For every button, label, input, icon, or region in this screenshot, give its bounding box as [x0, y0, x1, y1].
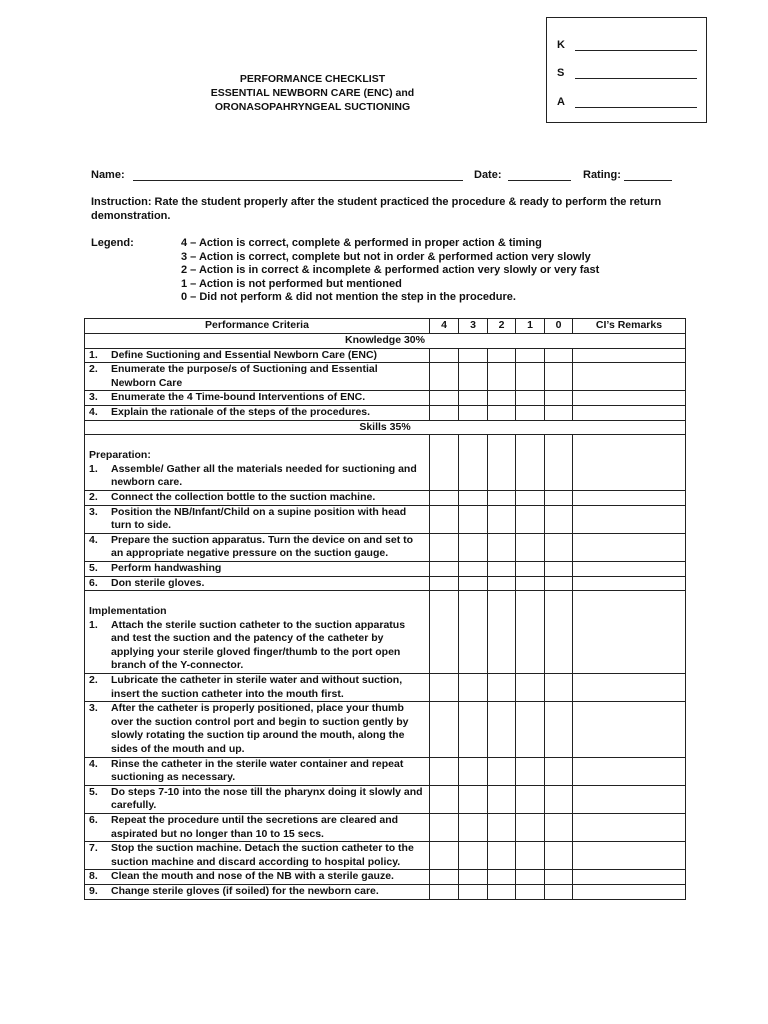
- legend-item-1: 1 – Action is not performed but mentioned: [181, 277, 402, 290]
- header-performance-criteria: Performance Criteria: [85, 319, 430, 334]
- implementation-2-score-3-cell[interactable]: [459, 674, 488, 702]
- item-number: 3.: [89, 702, 98, 715]
- date-blank[interactable]: [508, 180, 571, 181]
- item-text: Enumerate the purpose/s of Suctioning and Essential Newborn Care: [111, 363, 378, 389]
- knowledge-2-score-3-cell[interactable]: [459, 363, 488, 391]
- implementation-7-score-0-cell[interactable]: [545, 842, 573, 870]
- item-number: 1.: [89, 462, 98, 475]
- ksa-a-row: [557, 92, 697, 112]
- item-text: Rinse the catheter in the sterile water container and repeat suctioning as necessary.: [111, 757, 404, 784]
- implementation-6-remarks-cell[interactable]: [573, 814, 686, 842]
- knowledge-3-score-2-cell[interactable]: [488, 391, 516, 406]
- implementation-4-remarks-cell[interactable]: [573, 757, 686, 785]
- preparation-1-score-1-cell[interactable]: [516, 435, 545, 491]
- implementation-1-remarks-cell[interactable]: [573, 591, 686, 674]
- knowledge-3-score-3-cell[interactable]: [459, 391, 488, 406]
- knowledge-2-score-1-cell[interactable]: [516, 363, 545, 391]
- knowledge-3-remarks-cell[interactable]: [573, 391, 686, 406]
- legend-item-3: 3 – Action is correct, complete but not in order & performed action very slowly: [181, 250, 591, 263]
- implementation-5-score-4-cell[interactable]: [430, 785, 459, 813]
- preparation-4-score-2-cell[interactable]: [488, 533, 516, 561]
- implementation-3-criterion: [85, 702, 430, 757]
- preparation-1-criterion: [85, 435, 430, 491]
- ksa-score-box: [546, 17, 707, 123]
- implementation-3-score-0-cell[interactable]: [545, 702, 573, 757]
- implementation-2-criterion: [85, 674, 430, 702]
- implementation-1-score-3-cell[interactable]: [459, 591, 488, 674]
- knowledge-section-title-row: [85, 334, 686, 349]
- knowledge-4-score-2-cell[interactable]: [488, 405, 516, 420]
- title-line-3: ORONASOPAHRYNGEAL SUCTIONING: [214, 101, 411, 113]
- item-text: Perform handwashing: [111, 561, 222, 574]
- list-item: [89, 506, 425, 533]
- knowledge-2-score-0-cell[interactable]: [545, 363, 573, 391]
- preparation-3-score-3-cell[interactable]: [459, 505, 488, 533]
- implementation-7-score-1-cell[interactable]: [516, 842, 545, 870]
- knowledge-4-score-1-cell[interactable]: [516, 405, 545, 420]
- item-number: 2.: [89, 363, 98, 376]
- item-text: Clean the mouth and nose of the NB with a sterile gauze.: [111, 870, 394, 883]
- implementation-7-criterion: [85, 842, 430, 870]
- implementation-9-remarks-cell[interactable]: [573, 884, 686, 899]
- item-text: Stop the suction machine. Detach the suction catheter to the suction machine and discard according to hospital policy.: [111, 842, 414, 868]
- header-score-3: 3: [459, 319, 488, 334]
- list-item: [89, 406, 425, 420]
- title-line-1: PERFORMANCE CHECKLIST: [239, 73, 386, 85]
- knowledge-4-score-3-cell[interactable]: [459, 405, 488, 420]
- knowledge-1-score-3-cell[interactable]: [459, 348, 488, 363]
- item-number: 7.: [89, 842, 98, 855]
- item-number: 5.: [89, 785, 98, 798]
- header-score-4: 4: [430, 319, 459, 334]
- table-body: [85, 334, 686, 900]
- table-row: [85, 435, 686, 491]
- implementation-4-criterion: [85, 757, 430, 785]
- legend-item-0: 0 – Did not perform & did not mention the step in the procedure.: [181, 291, 516, 303]
- implementation-6-score-2-cell[interactable]: [488, 814, 516, 842]
- item-number: 5.: [89, 561, 98, 574]
- implementation-1-score-1-cell[interactable]: [516, 591, 545, 674]
- implementation-9-score-0-cell[interactable]: [545, 884, 573, 899]
- list-item: [89, 885, 425, 899]
- preparation-6-score-2-cell[interactable]: [488, 576, 516, 591]
- implementation-6-criterion: [85, 814, 430, 842]
- preparation-1-remarks-cell[interactable]: [573, 435, 686, 491]
- table-row: [85, 391, 686, 406]
- item-text: Prepare the suction apparatus. Turn the device on and set to an appropriate negative pressure on the suction gauge.: [111, 533, 414, 560]
- implementation-5-remarks-cell[interactable]: [573, 785, 686, 813]
- preparation-5-criterion: [85, 561, 430, 576]
- list-item: [89, 814, 425, 841]
- preparation-2-score-1-cell[interactable]: [516, 490, 545, 505]
- preparation-2-remarks-cell[interactable]: [573, 490, 686, 505]
- implementation-6-score-4-cell[interactable]: [430, 814, 459, 842]
- item-number: 6.: [89, 814, 98, 826]
- table-row: [85, 591, 686, 674]
- preparation-5-score-2-cell[interactable]: [488, 561, 516, 576]
- implementation-8-remarks-cell[interactable]: [573, 870, 686, 885]
- preparation-5-score-0-cell[interactable]: [545, 561, 573, 576]
- preparation-3-score-1-cell[interactable]: [516, 505, 545, 533]
- item-text: Connect the collection bottle to the suction machine.: [111, 490, 376, 503]
- date-label: Date:: [474, 169, 502, 181]
- header-score-2: 2: [488, 319, 516, 334]
- ksa-a-blank[interactable]: [575, 107, 697, 108]
- rating-label: Rating:: [583, 169, 621, 181]
- preparation-6-score-3-cell[interactable]: [459, 576, 488, 591]
- list-item: [89, 870, 425, 884]
- preparation-3-score-4-cell[interactable]: [430, 505, 459, 533]
- item-number: 2.: [89, 674, 98, 687]
- item-number: 4.: [89, 757, 98, 770]
- rating-blank[interactable]: [624, 180, 672, 181]
- implementation-8-score-2-cell[interactable]: [488, 870, 516, 885]
- preparation-3-score-2-cell[interactable]: [488, 505, 516, 533]
- name-label: Name:: [91, 169, 125, 181]
- table-row: [85, 702, 686, 757]
- implementation-9-score-3-cell[interactable]: [459, 884, 488, 899]
- implementation-1-criterion: [85, 591, 430, 674]
- table-row: [85, 814, 686, 842]
- ksa-k-row: [557, 35, 697, 55]
- item-number: 4.: [89, 405, 98, 418]
- header-ci-remarks: CI’s Remarks: [573, 319, 686, 334]
- preparation-1-score-0-cell[interactable]: [545, 435, 573, 491]
- implementation-4-score-1-cell[interactable]: [516, 757, 545, 785]
- implementation-1-subheading: Implementation: [89, 605, 167, 618]
- implementation-6-score-0-cell[interactable]: [545, 814, 573, 842]
- preparation-4-score-4-cell[interactable]: [430, 533, 459, 561]
- item-number: 4.: [89, 533, 98, 546]
- legend-list: [181, 237, 681, 305]
- table-row: [85, 561, 686, 576]
- implementation-5-score-2-cell[interactable]: [488, 785, 516, 813]
- preparation-1-score-4-cell[interactable]: [430, 435, 459, 491]
- skills-section-title: Skills 35%: [85, 420, 686, 435]
- ksa-k-blank[interactable]: [575, 50, 697, 51]
- item-text: Explain the rationale of the steps of the procedures.: [111, 405, 371, 418]
- ksa-a-label: A: [557, 96, 565, 108]
- preparation-3-criterion: [85, 505, 430, 533]
- table-row: [85, 870, 686, 885]
- implementation-4-score-2-cell[interactable]: [488, 757, 516, 785]
- title-line-2: ESSENTIAL NEWBORN CARE (ENC) and: [210, 87, 415, 99]
- table-row: [85, 505, 686, 533]
- preparation-2-criterion: [85, 490, 430, 505]
- implementation-8-score-3-cell[interactable]: [459, 870, 488, 885]
- list-item: [89, 702, 425, 756]
- implementation-3-remarks-cell[interactable]: [573, 702, 686, 757]
- list-item: [89, 349, 425, 363]
- header-score-0: 0: [545, 319, 573, 334]
- implementation-3-score-4-cell[interactable]: [430, 702, 459, 757]
- preparation-5-score-4-cell[interactable]: [430, 561, 459, 576]
- ksa-s-blank[interactable]: [575, 78, 697, 79]
- knowledge-1-score-2-cell[interactable]: [488, 348, 516, 363]
- list-item: [89, 619, 425, 673]
- list-item: [89, 842, 425, 869]
- item-number: 3.: [89, 505, 98, 518]
- knowledge-2-criterion: [85, 363, 430, 391]
- implementation-8-score-1-cell[interactable]: [516, 870, 545, 885]
- table-row: [85, 533, 686, 561]
- implementation-5-score-0-cell[interactable]: [545, 785, 573, 813]
- table-row: [85, 405, 686, 420]
- implementation-4-score-4-cell[interactable]: [430, 757, 459, 785]
- item-number: 9.: [89, 884, 98, 897]
- preparation-4-remarks-cell[interactable]: [573, 533, 686, 561]
- implementation-1-score-0-cell[interactable]: [545, 591, 573, 674]
- knowledge-3-score-0-cell[interactable]: [545, 391, 573, 406]
- implementation-2-score-2-cell[interactable]: [488, 674, 516, 702]
- header-score-1: 1: [516, 319, 545, 334]
- table-row: [85, 363, 686, 391]
- list-item: [89, 786, 425, 813]
- knowledge-1-score-1-cell[interactable]: [516, 348, 545, 363]
- list-item: [89, 491, 425, 505]
- knowledge-3-score-4-cell[interactable]: [430, 391, 459, 406]
- preparation-5-score-3-cell[interactable]: [459, 561, 488, 576]
- implementation-7-score-3-cell[interactable]: [459, 842, 488, 870]
- legend-item-4: 4 – Action is correct, complete & performed in proper action & timing: [181, 237, 542, 249]
- item-number: 1.: [89, 348, 98, 361]
- item-number: 2.: [89, 490, 98, 503]
- name-blank[interactable]: [133, 180, 463, 181]
- list-item: [89, 674, 425, 701]
- preparation-1-score-3-cell[interactable]: [459, 435, 488, 491]
- preparation-2-score-0-cell[interactable]: [545, 490, 573, 505]
- item-number: 8.: [89, 870, 98, 883]
- implementation-3-score-1-cell[interactable]: [516, 702, 545, 757]
- skills-section-title-row: [85, 420, 686, 435]
- item-text: Lubricate the catheter in sterile water and without suction, insert the suction catheter into the mouth first.: [111, 674, 403, 700]
- knowledge-4-remarks-cell[interactable]: [573, 405, 686, 420]
- implementation-2-score-4-cell[interactable]: [430, 674, 459, 702]
- legend-label: Legend:: [91, 237, 134, 249]
- knowledge-4-score-4-cell[interactable]: [430, 405, 459, 420]
- item-number: 3.: [89, 391, 98, 404]
- document-title: [170, 72, 455, 114]
- table-header-row: [85, 319, 686, 334]
- item-text: Assemble/ Gather all the materials needed for suctioning and newborn care.: [111, 462, 417, 489]
- implementation-7-score-2-cell[interactable]: [488, 842, 516, 870]
- list-item: [89, 363, 425, 390]
- preparation-2-score-4-cell[interactable]: [430, 490, 459, 505]
- implementation-1-score-2-cell[interactable]: [488, 591, 516, 674]
- item-number: 6.: [89, 576, 98, 589]
- table-row: [85, 490, 686, 505]
- preparation-1-subheading: Preparation:: [89, 449, 151, 462]
- preparation-2-score-2-cell[interactable]: [488, 490, 516, 505]
- preparation-6-score-1-cell[interactable]: [516, 576, 545, 591]
- implementation-1-score-4-cell[interactable]: [430, 591, 459, 674]
- implementation-8-score-4-cell[interactable]: [430, 870, 459, 885]
- table-row: [85, 348, 686, 363]
- implementation-7-remarks-cell[interactable]: [573, 842, 686, 870]
- preparation-5-score-1-cell[interactable]: [516, 561, 545, 576]
- knowledge-3-criterion: [85, 391, 430, 406]
- preparation-4-score-3-cell[interactable]: [459, 533, 488, 561]
- implementation-5-criterion: [85, 785, 430, 813]
- list-item: [89, 562, 425, 576]
- implementation-2-remarks-cell[interactable]: [573, 674, 686, 702]
- knowledge-2-score-2-cell[interactable]: [488, 363, 516, 391]
- table-row: [85, 674, 686, 702]
- preparation-3-remarks-cell[interactable]: [573, 505, 686, 533]
- item-text: Enumerate the 4 Time-bound Interventions of ENC.: [111, 391, 366, 404]
- table-row: [85, 884, 686, 899]
- implementation-3-score-2-cell[interactable]: [488, 702, 516, 757]
- item-text: Define Suctioning and Essential Newborn Care (ENC): [111, 348, 378, 361]
- implementation-3-score-3-cell[interactable]: [459, 702, 488, 757]
- implementation-2-score-0-cell[interactable]: [545, 674, 573, 702]
- preparation-2-score-3-cell[interactable]: [459, 490, 488, 505]
- implementation-9-score-2-cell[interactable]: [488, 884, 516, 899]
- preparation-6-score-4-cell[interactable]: [430, 576, 459, 591]
- implementation-5-score-3-cell[interactable]: [459, 785, 488, 813]
- item-text: Position the NB/Infant/Child on a supine position with head turn to side.: [111, 505, 407, 532]
- implementation-7-score-4-cell[interactable]: [430, 842, 459, 870]
- student-info-row: [91, 169, 691, 185]
- list-item: [89, 577, 425, 591]
- implementation-4-score-3-cell[interactable]: [459, 757, 488, 785]
- list-item: [89, 758, 425, 785]
- item-text: Do steps 7-10 into the nose till the pharynx doing it slowly and carefully.: [111, 785, 423, 812]
- preparation-4-score-1-cell[interactable]: [516, 533, 545, 561]
- preparation-5-remarks-cell[interactable]: [573, 561, 686, 576]
- table-row: [85, 757, 686, 785]
- knowledge-4-score-0-cell[interactable]: [545, 405, 573, 420]
- table-row: [85, 785, 686, 813]
- knowledge-1-criterion: [85, 348, 430, 363]
- knowledge-4-criterion: [85, 405, 430, 420]
- implementation-9-score-1-cell[interactable]: [516, 884, 545, 899]
- item-text: Attach the sterile suction catheter to the suction apparatus and test the suction and the patency of the catheter by applying your sterile gloved finger/thumb to the port open branch of the Y-connector.: [111, 618, 406, 672]
- table-row: [85, 842, 686, 870]
- knowledge-3-score-1-cell[interactable]: [516, 391, 545, 406]
- preparation-1-score-2-cell[interactable]: [488, 435, 516, 491]
- knowledge-section-title: Knowledge 30%: [85, 334, 686, 349]
- implementation-8-criterion: [85, 870, 430, 885]
- list-item: [89, 391, 425, 405]
- knowledge-1-score-0-cell[interactable]: [545, 348, 573, 363]
- item-text: Don sterile gloves.: [111, 576, 205, 589]
- preparation-4-score-0-cell[interactable]: [545, 533, 573, 561]
- legend-item-2: 2 – Action is in correct & incomplete & performed action very slowly or very fast: [181, 264, 600, 276]
- implementation-8-score-0-cell[interactable]: [545, 870, 573, 885]
- ksa-s-label: S: [557, 67, 565, 79]
- implementation-6-score-3-cell[interactable]: [459, 814, 488, 842]
- knowledge-1-remarks-cell[interactable]: [573, 348, 686, 363]
- table-row: [85, 576, 686, 591]
- item-text: Change sterile gloves (if soiled) for the newborn care.: [111, 884, 379, 897]
- instruction-text: Instruction: Rate the student properly after the student practiced the procedure & ready to perform the return demonstration.: [91, 196, 662, 222]
- knowledge-2-remarks-cell[interactable]: [573, 363, 686, 391]
- implementation-6-score-1-cell[interactable]: [516, 814, 545, 842]
- ksa-s-row: [557, 63, 697, 83]
- implementation-2-score-1-cell[interactable]: [516, 674, 545, 702]
- implementation-4-score-0-cell[interactable]: [545, 757, 573, 785]
- item-text: Repeat the procedure until the secretions are cleared and aspirated but no longer than 10 to 15 secs.: [111, 814, 399, 840]
- item-number: 1.: [89, 618, 98, 631]
- preparation-6-score-0-cell[interactable]: [545, 576, 573, 591]
- preparation-3-score-0-cell[interactable]: [545, 505, 573, 533]
- implementation-5-score-1-cell[interactable]: [516, 785, 545, 813]
- preparation-6-criterion: [85, 576, 430, 591]
- list-item: [89, 534, 425, 561]
- ksa-k-label: K: [557, 39, 565, 51]
- preparation-4-criterion: [85, 533, 430, 561]
- performance-checklist-table: [84, 318, 686, 900]
- item-text: After the catheter is properly positioned, place your thumb over the suction control port and begin to suction gently by slowly rotating the suction tip around the mouth, along the sides of the mouth and up.: [111, 702, 409, 756]
- knowledge-1-score-4-cell[interactable]: [430, 348, 459, 363]
- knowledge-2-score-4-cell[interactable]: [430, 363, 459, 391]
- list-item: [89, 463, 425, 490]
- implementation-9-score-4-cell[interactable]: [430, 884, 459, 899]
- preparation-6-remarks-cell[interactable]: [573, 576, 686, 591]
- implementation-9-criterion: [85, 884, 430, 899]
